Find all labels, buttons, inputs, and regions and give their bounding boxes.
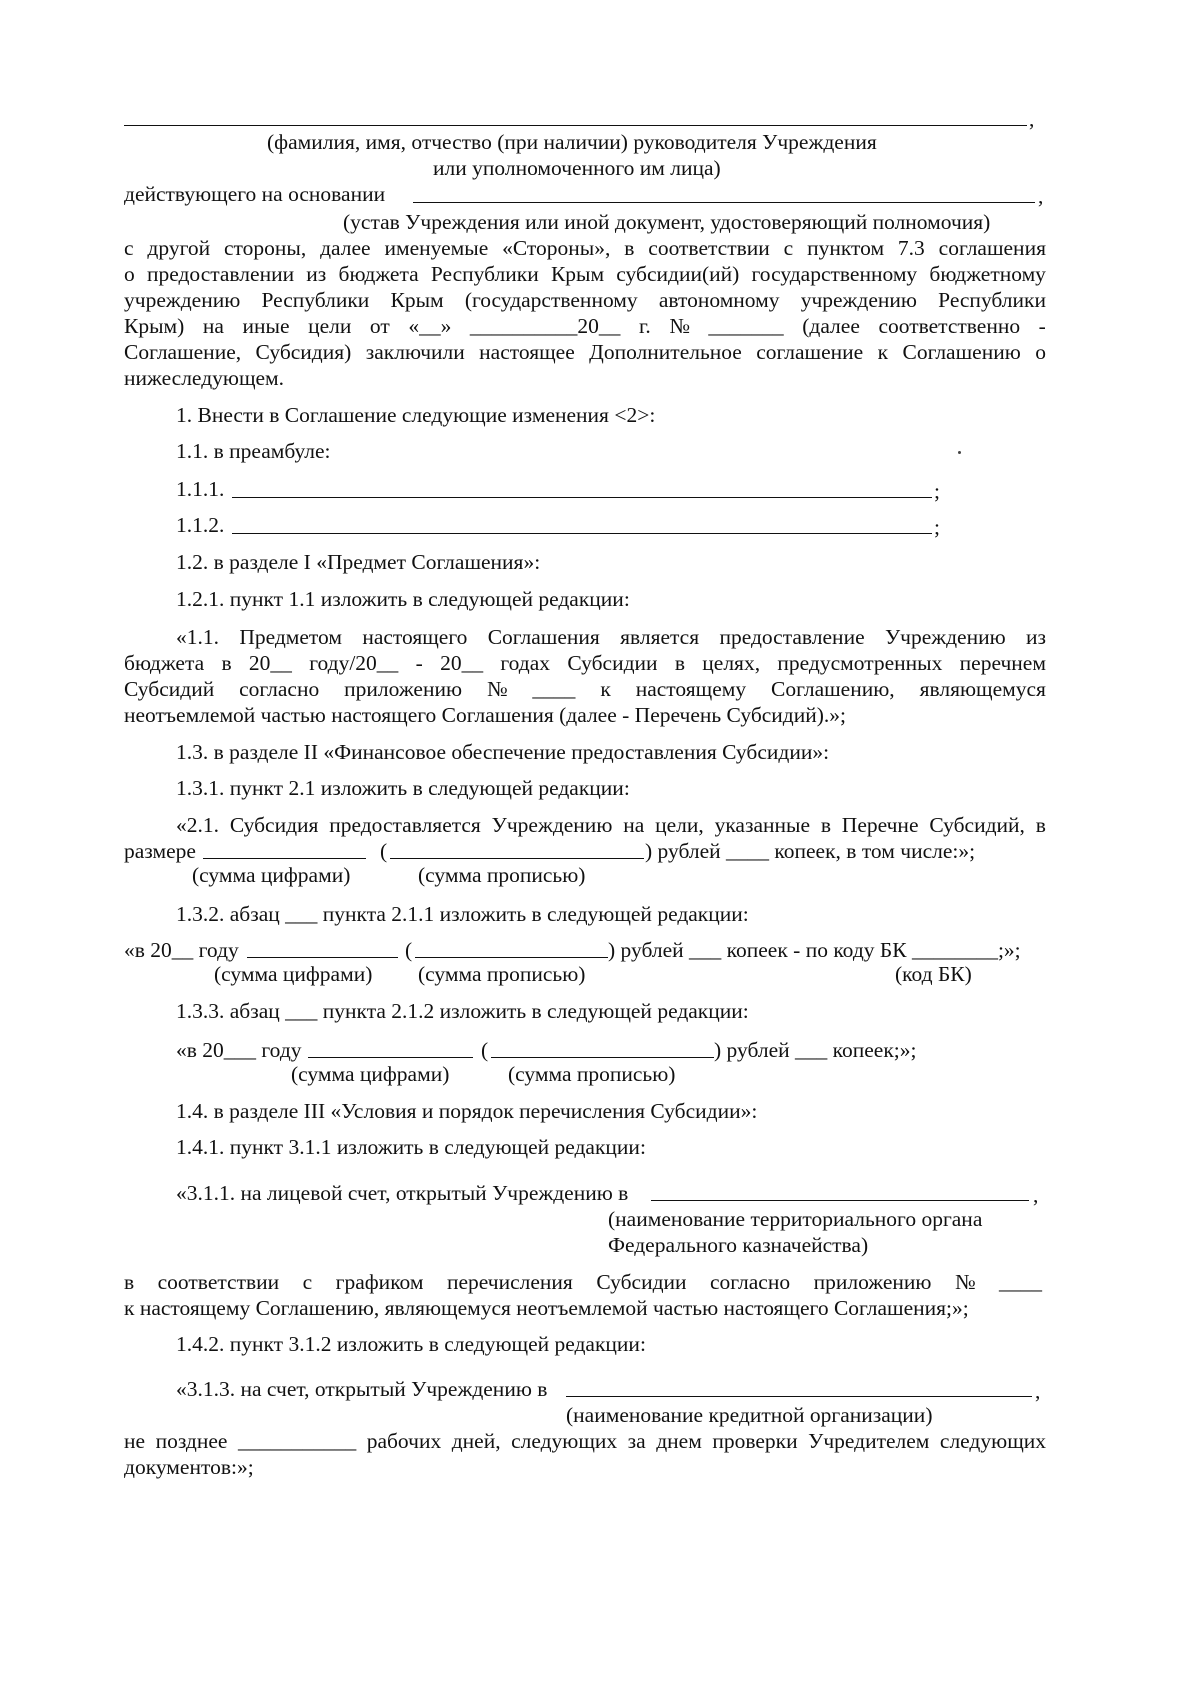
word: следующих — [511, 1429, 618, 1453]
intro-line-6: нижеследующем. — [124, 366, 285, 390]
word: о — [1035, 340, 1046, 364]
word: - — [1038, 314, 1046, 338]
year1-caption-words: (сумма прописью) — [418, 962, 586, 986]
word: соглашение — [756, 340, 864, 364]
word: графиком — [335, 1270, 424, 1294]
word: Субсидий — [124, 677, 215, 701]
word: предоставление — [719, 625, 865, 649]
word: предоставляется — [329, 813, 481, 837]
word: автономному — [658, 288, 780, 312]
word: не — [124, 1429, 146, 1453]
word: Дополнительное — [589, 340, 742, 364]
semicolon-1-1-1: ; — [934, 479, 940, 503]
year-line-2-start: «в 20___ году — [176, 1038, 302, 1062]
word: соответствии — [648, 236, 770, 260]
item-1-1-line-1 — [176, 624, 1046, 650]
item-1-1-line-3 — [124, 676, 1046, 702]
para-1-2-1: 1.2.1. пункт 1.1 изложить в следующей редакции: — [176, 587, 630, 611]
word: Учреждению — [491, 813, 613, 837]
word: Соглашению, — [771, 677, 895, 701]
word: за — [627, 1429, 646, 1453]
para-1-1: 1.1. в преамбуле: — [176, 439, 331, 463]
treasury-caption-line1: (наименование территориального органа — [608, 1207, 983, 1231]
signer-comma: , — [1029, 107, 1035, 131]
word: Субсидии — [567, 651, 658, 675]
word: иные — [242, 314, 290, 338]
para-1-3-2: 1.3.2. абзац ___ пункта 2.1.1 изложить в следующей редакции: — [176, 902, 749, 926]
word: предусмотренных — [777, 651, 943, 675]
word: в — [124, 1270, 135, 1294]
word: Соглашению — [902, 340, 1021, 364]
para-1-1-1: 1.1.1. — [176, 477, 225, 501]
para-1-4: 1.4. в разделе III «Условия и порядок перечисления Субсидии»: — [176, 1099, 758, 1123]
year-line-1-start: «в 20__ году — [124, 938, 239, 962]
word: Учреждению — [884, 625, 1006, 649]
word: приложению — [344, 677, 463, 701]
word: согласно — [710, 1270, 791, 1294]
word: другой — [147, 236, 211, 260]
schedule-line-2: к настоящему Соглашению, являющемуся неотъемлемой частью настоящего Соглашения;»; — [124, 1296, 969, 1320]
word: Республики — [261, 288, 370, 312]
word: Субсидия) — [255, 340, 352, 364]
word: цели, — [655, 813, 704, 837]
signer-caption-line1: (фамилия, имя, отчество (при наличии) руководителя Учреждения — [267, 130, 877, 154]
word: учреждению — [124, 288, 241, 312]
word: с — [124, 236, 134, 260]
word: к — [877, 340, 889, 364]
word: __________20__ — [469, 314, 621, 338]
word: № — [954, 1270, 976, 1294]
word: проверки — [712, 1429, 798, 1453]
blank-1-1-1 — [232, 497, 932, 498]
word: № — [486, 677, 508, 701]
word: соответственно — [878, 314, 1021, 338]
para-1-1-2: 1.1.2. — [176, 513, 225, 537]
word: 7.3 — [897, 236, 925, 260]
item-2-1-line-1 — [176, 812, 1046, 838]
para-1-2: 1.2. в разделе I «Предмет Соглашения»: — [176, 550, 541, 574]
word: году/20__ — [309, 651, 399, 675]
word: на — [202, 314, 224, 338]
word: на — [623, 813, 645, 837]
amount-words-blank — [390, 858, 644, 859]
item-3-1-3: «3.1.3. на счет, открытый Учреждению в — [176, 1377, 548, 1401]
deadline-line-1 — [124, 1428, 1046, 1454]
word: Субсидий, — [929, 813, 1025, 837]
word: Республики — [938, 288, 1046, 312]
word: в — [820, 813, 831, 837]
intro-line-5 — [124, 339, 1046, 365]
year1-caption-digits: (сумма цифрами) — [214, 962, 373, 986]
word: настоящее — [479, 340, 575, 364]
word: № — [669, 314, 690, 338]
word: следующих — [939, 1429, 1046, 1453]
item-1-1-line-4: неотъемлемой частью настоящего Соглашения (далее - Перечень Субсидий).»; — [124, 703, 847, 727]
word: Крым — [550, 262, 605, 286]
treasury-blank — [651, 1200, 1029, 1201]
word: Крым) — [124, 314, 185, 338]
year-line-1-tail: ) рублей ___ копеек - по коду БК ________;»; — [608, 938, 1021, 962]
word: - — [415, 651, 423, 675]
caption-bk: (код БК) — [895, 962, 972, 986]
word: соглашения — [938, 236, 1046, 260]
year1-words-blank — [415, 957, 608, 958]
year2-caption-digits: (сумма цифрами) — [291, 1062, 450, 1086]
caption-sum-digits: (сумма цифрами) — [192, 863, 351, 887]
word: Субсидия — [229, 813, 319, 837]
word: Соглашения — [487, 625, 600, 649]
word: из — [1026, 625, 1046, 649]
word: днем — [656, 1429, 702, 1453]
word: именуемые — [384, 236, 489, 260]
item-1-1-line-2 — [124, 650, 1046, 676]
word: ___________ — [237, 1429, 357, 1453]
word: государственному — [751, 262, 918, 286]
scan-dot — [958, 451, 961, 454]
item-3-1-1: «3.1.1. на лицевой счет, открытый Учреждению в — [176, 1181, 629, 1205]
word: Учредителем — [808, 1429, 930, 1453]
word: субсидии(ий) — [616, 262, 740, 286]
year-line-2-tail: ) рублей ___ копеек;»; — [714, 1038, 917, 1062]
year2-digits-blank — [308, 1057, 473, 1058]
word: заключили — [365, 340, 465, 364]
word: _______ — [708, 314, 784, 338]
word: предоставлении — [146, 262, 295, 286]
year2-words-blank — [491, 1057, 714, 1058]
word: «__» — [408, 314, 452, 338]
signer-caption-line2: или уполномоченного им лица) — [433, 156, 721, 180]
treasury-comma: , — [1033, 1183, 1039, 1207]
word: Республики — [430, 262, 539, 286]
word: является — [620, 625, 700, 649]
word: в — [624, 236, 635, 260]
intro-line-4 — [124, 313, 1046, 339]
intro-line-2 — [124, 261, 1046, 287]
word: далее — [320, 236, 371, 260]
bank-comma: , — [1035, 1379, 1041, 1403]
word: от — [369, 314, 390, 338]
schedule-line-1 — [124, 1269, 1042, 1295]
word: в — [221, 651, 232, 675]
year2-paren-open: ( — [481, 1038, 489, 1062]
basis-comma: , — [1038, 184, 1044, 208]
word: Предметом — [239, 625, 342, 649]
word: в — [674, 651, 685, 675]
word: перечнем — [959, 651, 1046, 675]
para-1-3-1: 1.3.1. пункт 2.1 изложить в следующей редакции: — [176, 776, 630, 800]
caption-sum-words: (сумма прописью) — [418, 863, 586, 887]
word: (государственному — [464, 288, 638, 312]
para-1: 1. Внести в Соглашение следующие изменения <2>: — [176, 403, 656, 427]
word: настоящего — [362, 625, 468, 649]
basis-caption: (устав Учреждения или иной документ, удостоверяющий полномочия) — [343, 210, 991, 234]
basis-blank — [413, 202, 1035, 203]
bank-caption: (наименование кредитной организации) — [566, 1403, 933, 1427]
word: соответствии — [157, 1270, 280, 1294]
word: годах — [500, 651, 551, 675]
amount-digits-blank — [203, 858, 366, 859]
word: Крым — [390, 288, 444, 312]
word: 20__ — [440, 651, 484, 675]
word: настоящему — [635, 677, 747, 701]
deadline-line-2: документов:»; — [124, 1455, 254, 1479]
word: стороны, — [224, 236, 307, 260]
word: пунктом — [807, 236, 885, 260]
year1-digits-blank — [247, 957, 398, 958]
para-1-4-2: 1.4.2. пункт 3.1.2 изложить в следующей редакции: — [176, 1332, 646, 1356]
word: приложению — [813, 1270, 932, 1294]
para-1-3-3: 1.3.3. абзац ___ пункта 2.1.2 изложить в следующей редакции: — [176, 999, 749, 1023]
word: г. — [638, 314, 651, 338]
word: являющемуся — [919, 677, 1046, 701]
word: Перечне — [841, 813, 919, 837]
item-2-1-tail: ) рублей ____ копеек, в том числе:»; — [645, 839, 976, 863]
word: бюджетному — [929, 262, 1046, 286]
intro-line-1 — [124, 235, 1046, 261]
item-2-1-razmere: размере — [124, 839, 196, 863]
word: Субсидии — [596, 1270, 687, 1294]
blank-1-1-2 — [232, 533, 932, 534]
semicolon-1-1-2: ; — [934, 515, 940, 539]
word: бюджета — [124, 651, 205, 675]
para-1-4-1: 1.4.1. пункт 3.1.1 изложить в следующей редакции: — [176, 1135, 646, 1159]
word: в — [1035, 813, 1046, 837]
word: (далее — [802, 314, 860, 338]
bank-blank — [566, 1396, 1032, 1397]
word: «1.1. — [176, 625, 219, 649]
word: о — [124, 262, 135, 286]
word: к — [600, 677, 611, 701]
word: бюджета — [338, 262, 419, 286]
word: учреждению — [800, 288, 917, 312]
word: дней, — [451, 1429, 501, 1453]
para-1-3: 1.3. в разделе II «Финансовое обеспечение предоставления Субсидии»: — [176, 740, 830, 764]
treasury-caption-line2: Федерального казначейства) — [608, 1233, 869, 1257]
word: «2.1. — [176, 813, 219, 837]
word: согласно — [239, 677, 320, 701]
word: рабочих — [366, 1429, 442, 1453]
word: целях, — [702, 651, 761, 675]
basis-label: действующего на основании — [124, 182, 386, 206]
word: 20__ — [248, 651, 292, 675]
year2-caption-words: (сумма прописью) — [508, 1062, 676, 1086]
paren-open: ( — [380, 839, 388, 863]
word: «Стороны», — [502, 236, 611, 260]
word: позднее — [155, 1429, 228, 1453]
word: указанные — [714, 813, 811, 837]
word: Соглашение, — [124, 340, 242, 364]
word: перечисления — [446, 1270, 573, 1294]
word: из — [306, 262, 327, 286]
year1-paren-open: ( — [405, 938, 413, 962]
word: с — [302, 1270, 313, 1294]
intro-line-3 — [124, 287, 1046, 313]
word: ____ — [998, 1270, 1042, 1294]
word: ____ — [532, 677, 576, 701]
word: с — [783, 236, 794, 260]
signer-name-blank — [124, 125, 1027, 126]
word: цели — [308, 314, 352, 338]
